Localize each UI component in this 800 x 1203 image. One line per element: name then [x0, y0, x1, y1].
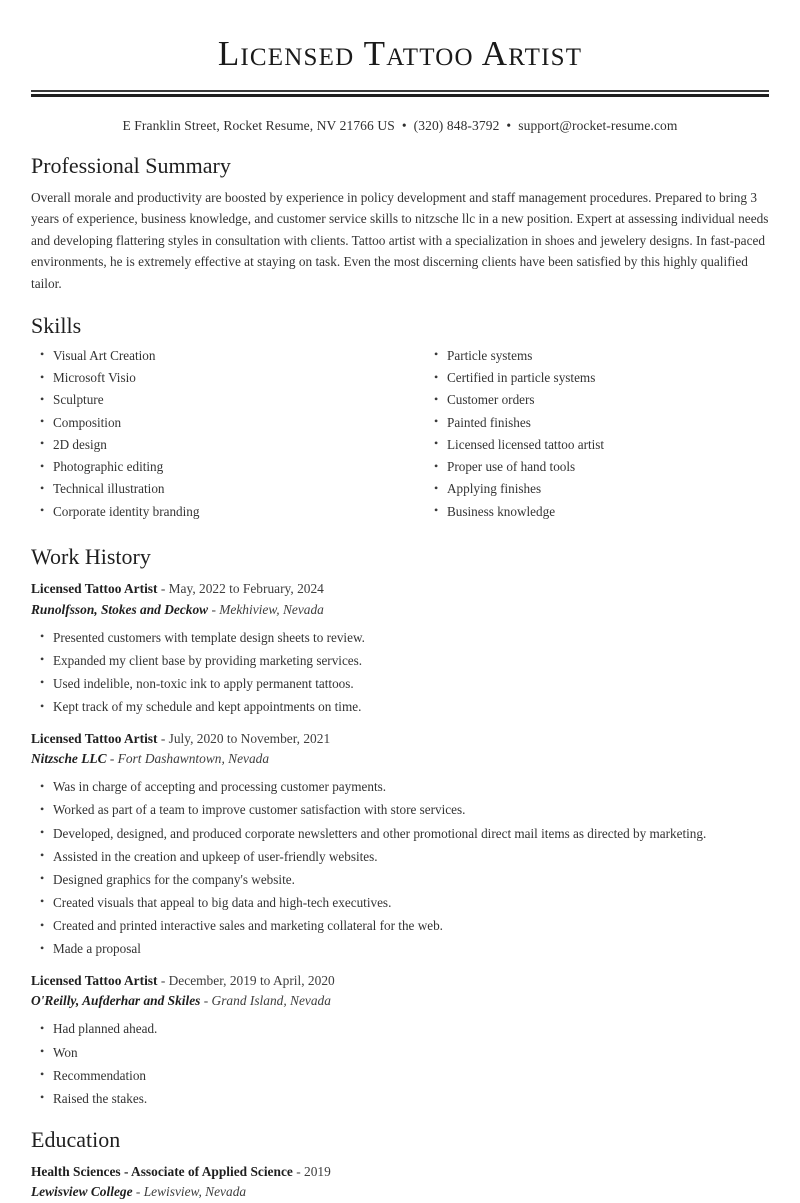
education-degree: Health Sciences - Associate of Applied Science: [31, 1164, 293, 1180]
education-degree-line: [31, 1162, 769, 1182]
list-item: • Raised the stakes.: [31, 1090, 769, 1108]
job-title-separator: -: [157, 731, 169, 747]
education-location: Lewisview, Nevada: [143, 1184, 247, 1200]
job-title: Licensed Tattoo Artist: [31, 581, 158, 597]
job-location: Fort Dashawntown, Nevada: [117, 751, 270, 767]
education-list: [31, 1162, 769, 1202]
list-item: • Licensed licensed tattoo artist: [425, 436, 769, 454]
section-skills: [31, 312, 769, 525]
work-history-entry: [31, 579, 769, 716]
job-title-separator: -: [157, 581, 169, 597]
job-bullet-list: [31, 1020, 769, 1107]
list-item: • Kept track of my schedule and kept appointments on time.: [31, 698, 769, 716]
list-item: • Presented customers with template design sheets to review.: [31, 629, 769, 647]
job-location: Grand Island, Nevada: [211, 993, 331, 1009]
education-school: Lewisview College: [31, 1184, 133, 1200]
list-item: • Created visuals that appeal to big data and high-tech executives.: [31, 894, 769, 912]
list-item: • Technical illustration: [31, 480, 400, 498]
skills-list-right: [425, 347, 769, 521]
contact-info: [31, 118, 769, 134]
list-item: • Visual Art Creation: [31, 347, 400, 365]
education-school-separator: -: [132, 1184, 144, 1200]
job-company-line: [31, 991, 769, 1011]
list-item: • Sculpture: [31, 391, 400, 409]
list-item: • Composition: [31, 414, 400, 432]
job-company-separator: -: [208, 601, 220, 617]
list-item: • Customer orders: [425, 391, 769, 409]
section-heading-work-history: Work History: [31, 543, 151, 569]
skills-columns: [31, 347, 769, 525]
job-company-line: [31, 600, 769, 620]
section-heading-summary: Professional Summary: [31, 153, 231, 179]
education-school-line: [31, 1182, 769, 1202]
job-company-separator: -: [200, 993, 212, 1009]
job-title-line: [31, 729, 769, 749]
list-item: • Had planned ahead.: [31, 1020, 769, 1038]
list-item: • Recommendation: [31, 1067, 769, 1085]
list-item: • Applying finishes: [425, 480, 769, 498]
job-bullet-list: [31, 778, 769, 958]
contact-address: E Franklin Street, Rocket Resume, NV 21766 US: [122, 118, 395, 134]
job-dates: December, 2019 to April, 2020: [168, 973, 335, 989]
list-item: • Made a proposal: [31, 940, 769, 958]
list-item: • Developed, designed, and produced corporate newsletters and other promotional direct mail items as directed by marketing.: [31, 825, 769, 843]
job-company-line: [31, 749, 769, 769]
list-item: • Assisted in the creation and upkeep of user-friendly websites.: [31, 848, 769, 866]
work-history-list: [31, 579, 769, 1107]
summary-paragraph: Overall morale and productivity are boosted by experience in policy development and staff management procedures. Prepared to bring 3 years of experience, business knowledge, and customer service skills to nitzsche llc in a new position. Expert at assessing individual needs and developing flattering styles in consultation with clients. Tattoo artist with a specialization in shoes and jewelery designs. In fast-paced environments, he is extremely effective at staying on task. Even the most discerning clients have been satisfied by this highly qualified tailor.: [31, 189, 769, 291]
education-degree-separator: -: [292, 1164, 304, 1180]
list-item: • Was in charge of accepting and processing customer payments.: [31, 778, 769, 796]
section-heading-education: Education: [31, 1126, 121, 1152]
list-item: • Microsoft Visio: [31, 369, 400, 387]
job-dates: May, 2022 to February, 2024: [168, 581, 324, 597]
job-company-separator: -: [106, 751, 118, 767]
job-title-separator: -: [157, 973, 169, 989]
contact-separator-1: •: [401, 118, 407, 134]
job-dates: July, 2020 to November, 2021: [168, 731, 331, 747]
education-year: 2019: [304, 1164, 331, 1180]
list-item: • Photographic editing: [31, 458, 400, 476]
section-heading-skills: Skills: [31, 313, 82, 339]
work-history-entry: [31, 729, 769, 958]
list-item: • Particle systems: [425, 347, 769, 365]
contact-separator-2: •: [506, 118, 512, 134]
list-item: • Worked as part of a team to improve customer satisfaction with store services.: [31, 801, 769, 819]
header-divider: [31, 90, 769, 97]
divider-line-bottom: [31, 94, 769, 97]
section-professional-summary: [31, 152, 769, 294]
list-item: • Created and printed interactive sales and marketing collateral for the web.: [31, 917, 769, 935]
job-bullet-list: [31, 629, 769, 716]
job-company: Runolfsson, Stokes and Deckow: [31, 601, 209, 617]
list-item: • Painted finishes: [425, 414, 769, 432]
list-item: • Proper use of hand tools: [425, 458, 769, 476]
skills-list-left: [31, 347, 400, 521]
section-work-history: [31, 543, 769, 1108]
work-history-entry: [31, 971, 769, 1108]
page-title: Licensed Tattoo Artist: [217, 34, 583, 73]
contact-phone: (320) 848-3792: [413, 118, 500, 134]
skills-column-left: [31, 347, 400, 525]
list-item: • Used indelible, non-toxic ink to apply permanent tattoos.: [31, 675, 769, 693]
job-company: Nitzsche LLC: [31, 751, 107, 767]
list-item: • Certified in particle systems: [425, 369, 769, 387]
list-item: • Designed graphics for the company's website.: [31, 871, 769, 889]
list-item: • Expanded my client base by providing marketing services.: [31, 652, 769, 670]
list-item: • Corporate identity branding: [31, 503, 400, 521]
list-item: • 2D design: [31, 436, 400, 454]
job-title-line: [31, 579, 769, 599]
section-education: [31, 1126, 769, 1203]
job-company: O'Reilly, Aufderhar and Skiles: [31, 993, 201, 1009]
job-location: Mekhiview, Nevada: [219, 601, 324, 617]
job-title: Licensed Tattoo Artist: [31, 731, 158, 747]
list-item: • Won: [31, 1044, 769, 1062]
contact-email: support@rocket-resume.com: [518, 118, 678, 134]
job-title: Licensed Tattoo Artist: [31, 973, 158, 989]
skills-column-right: [400, 347, 769, 525]
education-entry: [31, 1162, 769, 1202]
job-title-line: [31, 971, 769, 991]
list-item: • Business knowledge: [425, 503, 769, 521]
